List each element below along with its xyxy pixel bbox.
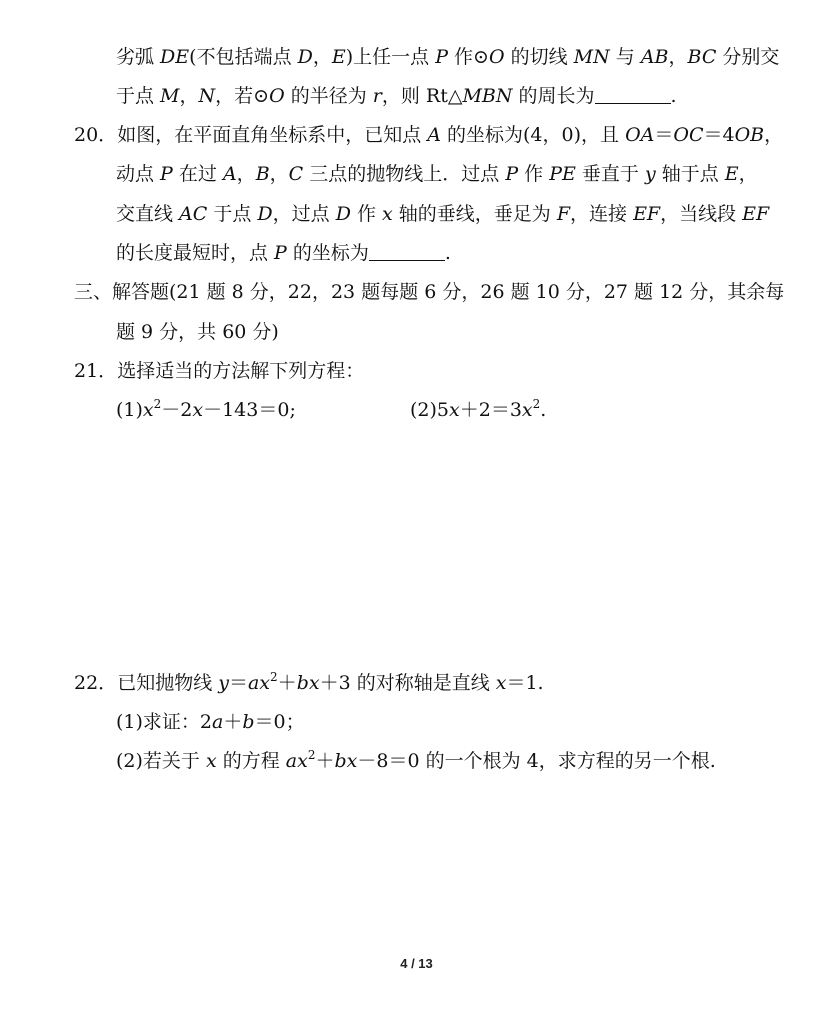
- q20-line-1: 20．如图，在平面直角坐标系中，已知点 A 的坐标为(4，0)，且 OA＝OC＝4OB，: [74, 124, 784, 146]
- question-number: 22．: [74, 672, 118, 694]
- q21-part-2: $(2)5x+2=3x^2$.: [410, 397, 547, 421]
- section-heading: 三、解答题(21 题 8 分，22，23 题每题 6 分，26 题 10 分，27 题 12 分，其余每: [74, 281, 785, 303]
- q19-line-1: 劣弧 DE(不包括端点 D，E)上任一点 P 作⊙O 的切线 MN 与 AB，BC 分别交: [116, 46, 780, 68]
- page-number: 4 / 13: [400, 956, 433, 971]
- question-number: 20．: [74, 124, 118, 146]
- question-number: 21．: [74, 360, 118, 382]
- q22-part-2: (2)若关于 x 的方程 $ax^2+bx-8=0$ 的一个根为 4，求方程的另一个根.: [116, 748, 716, 772]
- q22-part-1: (1)求证：2a＋b＝0；: [116, 711, 305, 733]
- q20-line-2: 动点 P 在过 A，B，C 三点的抛物线上．过点 P 作 PE 垂直于 y 轴于点 E，: [116, 163, 758, 185]
- q22-stem: 22．已知抛物线 $y=ax^2+bx+3$ 的对称轴是直线 x＝1.: [74, 670, 544, 694]
- section-heading-line-2: 题 9 分，共 60 分): [116, 321, 279, 343]
- q19-line-2: 于点 M，N，若⊙O 的半径为 r，则 Rt△MBN 的周长为 .: [116, 85, 677, 107]
- q20-line-3: 交直线 AC 于点 D，过点 D 作 x 轴的垂线，垂足为 F，连接 EF，当线段 EF: [116, 203, 770, 225]
- q21-part-1: $(1)x^2-2x-143=0$;: [116, 397, 296, 421]
- q20-line-4: 的长度最短时，点 P 的坐标为 .: [116, 242, 451, 264]
- answer-blank: [369, 242, 445, 261]
- answer-blank: [595, 85, 671, 104]
- q21-stem: 21．选择适当的方法解下列方程：: [74, 360, 365, 382]
